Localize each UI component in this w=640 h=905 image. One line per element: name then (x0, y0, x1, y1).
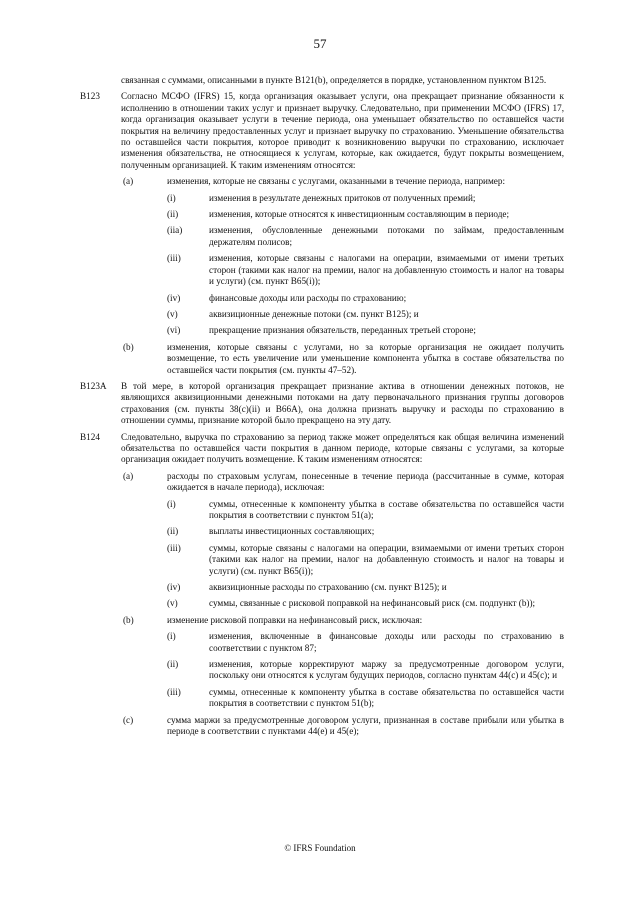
sub-list-item (0, 293, 640, 304)
sub-list-item (0, 543, 640, 577)
paragraph-label: (b) (123, 341, 134, 352)
sub-list-item (0, 526, 640, 537)
paragraph-label: (iv) (167, 582, 181, 593)
paragraph-text: изменения, которые не связаны с услугами, оказанными в течение периода, например: (167, 176, 506, 187)
paragraph-label: (i) (167, 631, 176, 642)
footer-copyright: © IFRS Foundation (284, 843, 356, 853)
paragraph-text: изменения в результате денежных притоков от полученных премий; (209, 192, 476, 203)
paragraph (0, 432, 640, 466)
paragraph (0, 91, 640, 171)
paragraph-label: (a) (123, 470, 134, 481)
sub-list-item (0, 225, 640, 248)
paragraph-label: (iii) (167, 542, 181, 553)
paragraph-label: (ii) (167, 209, 179, 220)
paragraph (0, 381, 640, 427)
paragraph-label: (iia) (167, 225, 183, 236)
sub-list-item (0, 598, 640, 609)
sub-list-item (0, 659, 640, 682)
paragraph-text: изменение рисковой поправки на нефинансовый риск, исключая: (167, 614, 423, 625)
paragraph-text: расходы по страховым услугам, понесенные в течение периода (рассчитанные в сумме, которая ожидается в начале периода), исключая: (167, 470, 564, 493)
paragraph-label: (v) (167, 308, 178, 319)
paragraph-text: суммы, связанные с рисковой поправкой на нефинансовый риск (см. подпункт (b)); (209, 598, 536, 609)
paragraph-label: (ii) (167, 659, 179, 670)
sub-list-item (0, 631, 640, 654)
sub-list-item (0, 209, 640, 220)
sub-list-item (0, 499, 640, 522)
sub-list-item (0, 687, 640, 710)
paragraph-text: суммы, которые связаны с налогами на операции, взимаемыми от имени третьих сторон (такими как налог на премии, налог на добавленную стоимость и налог на товары и услуги) (см. пункт B65(i)); (209, 542, 564, 576)
paragraph-text: Следовательно, выручка по страхованию за период также может определяться как общая величина изменений обязательства по оставшейся части покрытия в данном периоде, которые связаны с услугами, за которые организация ожидает получить возмещение. К таким изменениям относятся: (121, 431, 564, 465)
paragraph-label: B123 (80, 91, 100, 102)
paragraph-text: суммы, отнесенные к компоненту убытка в составе обязательства по оставшейся части покрытия в соответствии с пунктом 51(b); (209, 686, 564, 709)
paragraph-label: (iii) (167, 686, 181, 697)
paragraph-text: изменения, обусловленные денежными потоками по займам, предоставленным держателям полисов; (209, 225, 564, 247)
paragraph-text: аквизиционные денежные потоки (см. пункт B125); и (209, 308, 419, 319)
paragraph-label: B124 (80, 431, 100, 442)
paragraph-text: выплаты инвестиционных составляющих; (209, 526, 375, 537)
paragraph-label: (v) (167, 598, 178, 609)
paragraph (0, 75, 640, 86)
page-number: 57 (313, 36, 327, 51)
paragraph-label: (vi) (167, 325, 181, 336)
paragraph-label: (a) (123, 176, 134, 187)
paragraph-label: (i) (167, 192, 176, 203)
list-item (0, 176, 640, 187)
paragraph-text: финансовые доходы или расходы по страхованию; (209, 292, 407, 303)
paragraph-text: аквизиционные расходы по страхованию (см. пункт B125); и (209, 582, 447, 593)
document-body (0, 75, 640, 743)
paragraph-text: прекращение признания обязательств, переданных третьей стороне; (209, 325, 476, 336)
paragraph-label: (c) (123, 714, 134, 725)
paragraph-text: суммы, отнесенные к компоненту убытка в составе обязательства по оставшейся части покрытия в соответствии с пунктом 51(a); (209, 498, 564, 520)
sub-list-item (0, 253, 640, 287)
paragraph-text: изменения, которые корректируют маржу за предусмотренные договором услуги, поскольку они относятся к услугам будущих периодов, согласно пунктам 44(c) и 45(c); и (209, 659, 564, 681)
paragraph-label: (iv) (167, 292, 181, 303)
sub-list-item (0, 309, 640, 320)
paragraph-text: сумма маржи за предусмотренные договором услуги, признанная в составе прибыли или убытка в периоде в соответствии с пунктами 44(e) и 45(e); (167, 714, 564, 737)
paragraph-text: связанная с суммами, описанными в пункте B121(b), определяется в порядке, установленном пунктом B125. (121, 75, 547, 85)
paragraph-text: изменения, которые относятся к инвестиционным составляющим в периоде; (209, 209, 510, 220)
paragraph-label: (i) (167, 498, 176, 509)
sub-list-item (0, 193, 640, 204)
list-item (0, 471, 640, 494)
sub-list-item (0, 325, 640, 336)
paragraph-label: B123A (80, 380, 107, 391)
paragraph-text: изменения, включенные в финансовые доходы или расходы по страхованию в соответствии с пунктом 87; (209, 631, 564, 653)
sub-list-item (0, 582, 640, 593)
paragraph-text: В той мере, в которой организация прекращает признание актива в отношении денежных потоков, не являющихся аквизиционными денежными потоками на дату первоначального признания группы договоров страхования (см. пункты 38(c)(ii) и B66A), она должна признать выручку и расходы по страхованию в отношении суммы, признание которой было прекращено на эту дату. (121, 380, 564, 426)
paragraph-text: изменения, которые связаны с налогами на операции, взимаемыми от имени третьих сторон (такими как налог на премии, налог на добавленную стоимость и налог на товары и услуги) (см. пункт B65(i)); (209, 253, 564, 287)
list-item (0, 715, 640, 738)
paragraph-text: Согласно МСФО (IFRS) 15, когда организация оказывает услуги, она прекращает признание обязанности к исполнению в отношении таких услуг и признает выручку. Следовательно, при применении МСФО (IFRS) 17, когда организация оказывает услуги в течение периода, она уменьшает обязательство по оставшейся части покрытия на величину предоставленных услуг и признает выручку по страхованию. Уменьшение обязательства по оставшейся части покрытия, которое приводит к возникновению выручки по страхованию, исключает изменения обязательства, не относящиеся к услугам, которые, как ожидается, будут покрыты возмещением, полученным организацией. К таким изменениям относятся: (121, 91, 564, 170)
list-item (0, 615, 640, 626)
paragraph-text: изменения, которые связаны с услугами, но за которые организация не ожидает получить возмещение, то есть увеличение или уменьшение компонента убытка в составе обязательства по оставшейся части покрытия (см. пункты 47–52). (167, 341, 564, 375)
list-item (0, 342, 640, 376)
paragraph-label: (ii) (167, 526, 179, 537)
paragraph-label: (iii) (167, 253, 181, 264)
paragraph-label: (b) (123, 614, 134, 625)
